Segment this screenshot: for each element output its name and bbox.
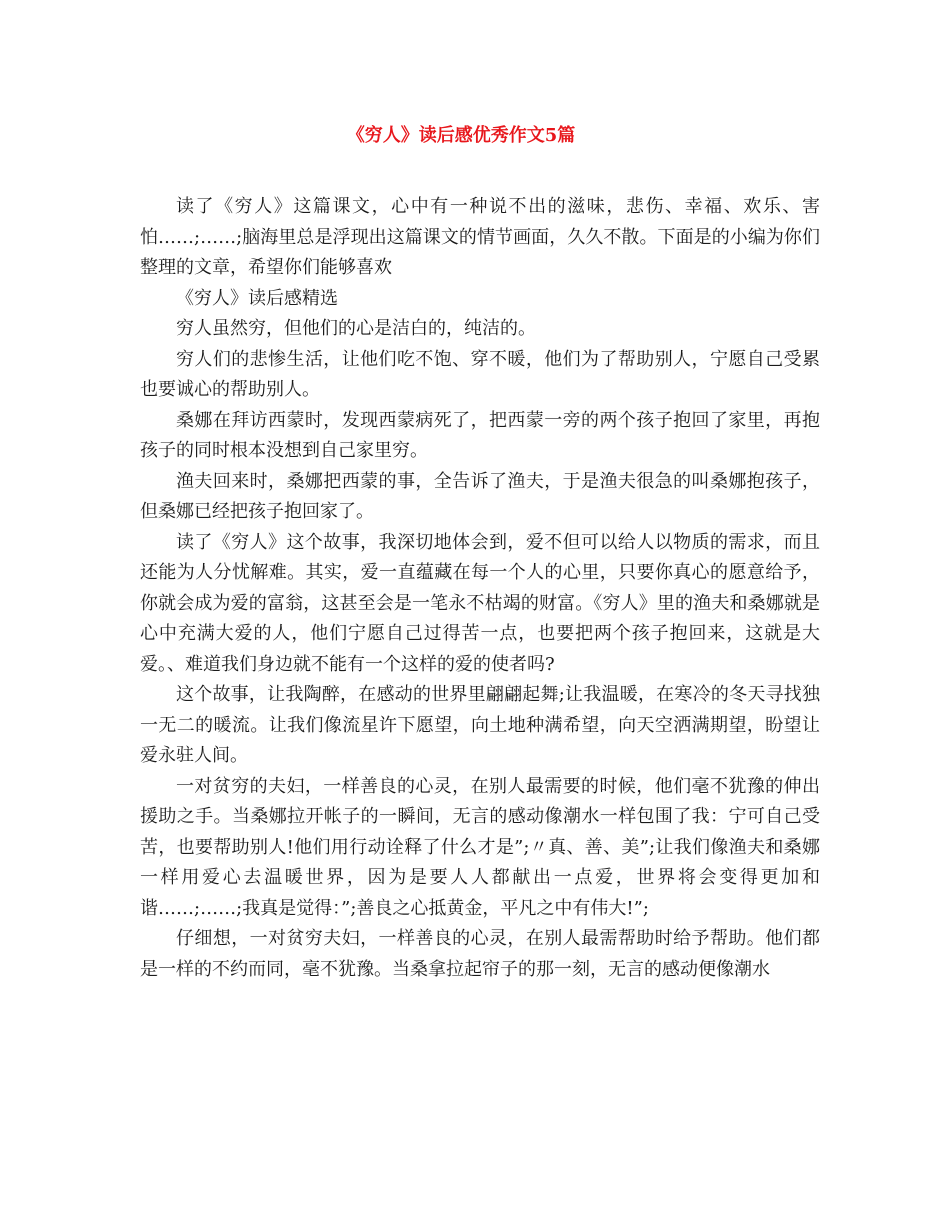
paragraph: 穷人虽然穷，但他们的心是洁白的，纯洁的。 — [176, 318, 536, 339]
paragraph: 这个故事，让我陶醉，在感动的世界里翩翩起舞;让我温暖，在寒冷的冬天寻找独一无二的暖流。让我们像流星许下愿望，向土地种满希望，向天空洒满期望，盼望让爱永驻人间。 — [140, 684, 820, 766]
paragraph-subheading: 《穷人》读后感精选 — [176, 287, 338, 309]
paragraph: 仔细想，一对贫穷夫妇，一样善良的心灵，在别人最需帮助时给予帮助。他们都是一样的不约而同，毫不犹豫。当桑拿拉起帘子的那一刻，无言的感动便像潮水 — [140, 928, 820, 980]
paragraph: 穷人们的悲惨生活，让他们吃不饱、穿不暖，他们为了帮助别人，宁愿自己受累也要诚心的帮助别人。 — [140, 348, 820, 400]
paragraph-intro: 读了《穷人》这篇课文，心中有一种说不出的滋味，悲伤、幸福、欢乐、害怕……;……;脑海里总是浮现出这篇课文的情节画面，久久不散。下面是的小编为你们整理的文章，希望你们能够喜欢 — [140, 196, 820, 278]
paragraph: 桑娜在拜访西蒙时，发现西蒙病死了，把西蒙一旁的两个孩子抱回了家里，再抱孩子的同时根本没想到自己家里穷。 — [140, 409, 820, 461]
document-body — [140, 192, 820, 985]
paragraph: 渔夫回来时，桑娜把西蒙的事，全告诉了渔夫，于是渔夫很急的叫桑娜抱孩子，但桑娜已经把孩子抱回家了。 — [140, 470, 820, 522]
paragraph: 一对贫穷的夫妇，一样善良的心灵，在别人最需要的时候，他们毫不犹豫的伸出援助之手。当桑娜拉开帐子的一瞬间，无言的感动像潮水一样包围了我：宁可自己受苦，也要帮助别人!他们用行动诠释了什么才是”;〃真、善、美”;让我们像渔夫和桑娜一样用爱心去温暖世界，因为是要人人都献出一点爱，世界将会变得更加和谐……;……;我真是觉得：”;善良之心抵黄金，平凡之中有伟大!”; — [140, 775, 820, 919]
document-title: 《穷人》读后感优秀作文5篇 — [346, 125, 576, 146]
paragraph: 读了《穷人》这个故事，我深切地体会到，爱不但可以给人以物质的需求，而且还能为人分忧解难。其实，爱一直蕴藏在每一个人的心里，只要你真心的愿意给予，你就会成为爱的富翁，这甚至会是一笔永不枯竭的财富。《穷人》里的渔夫和桑娜就是心中充满大爱的人，他们宁愿自己过得苦一点，也要把两个孩子抱回来，这就是大爱。、难道我们身边就不能有一个这样的爱的使者吗? — [140, 531, 820, 675]
